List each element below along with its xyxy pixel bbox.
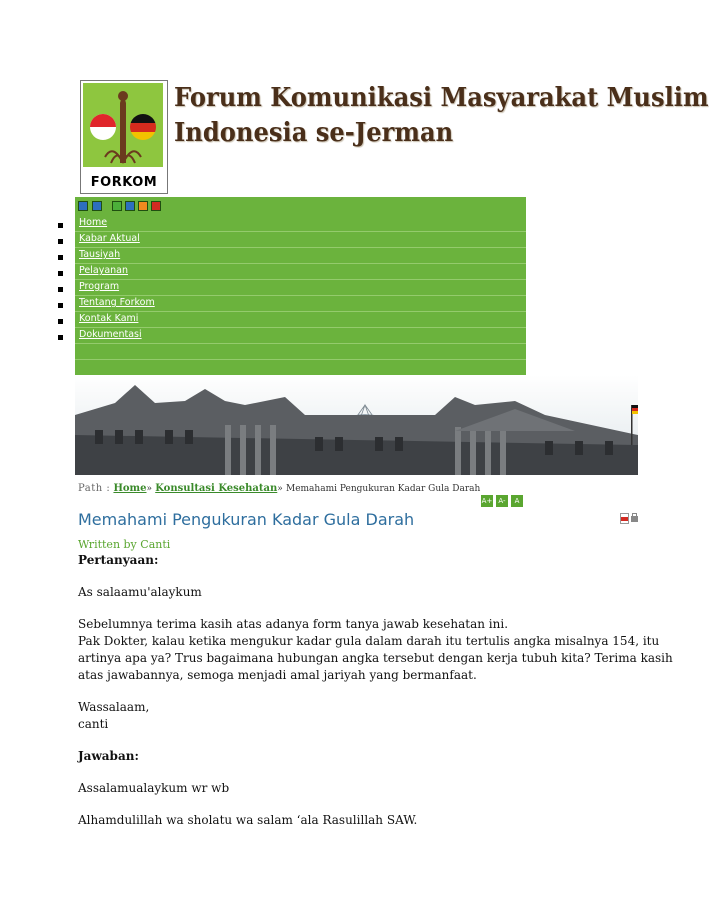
answer-heading: Jawaban: <box>78 749 139 763</box>
nav-item-kontak-kami[interactable] <box>75 311 526 328</box>
logo-emblem-icon <box>83 83 163 167</box>
nav-link[interactable]: Pelayanan <box>79 265 129 276</box>
print-icon[interactable] <box>631 513 638 524</box>
nav-link[interactable]: Kontak Kami <box>79 313 139 324</box>
nav-link[interactable]: Dokumentasi <box>79 329 142 340</box>
breadcrumb-separator: » <box>146 484 153 494</box>
nav-item-pelayanan[interactable] <box>75 263 526 280</box>
bullet-icon <box>58 287 63 292</box>
font-decrease-button[interactable]: A- <box>496 495 508 507</box>
navigation-panel <box>75 197 526 375</box>
answer-greeting: Assalamualaykum wr wb <box>78 781 230 795</box>
theme-green-icon[interactable] <box>112 201 122 211</box>
theme-orange-icon[interactable] <box>138 201 148 211</box>
breadcrumb-separator: » <box>277 484 283 494</box>
nav-item-home[interactable] <box>75 215 526 232</box>
theme-red-icon[interactable] <box>151 201 161 211</box>
site-title-line2: Indonesia se-Jerman <box>174 118 454 148</box>
question-sender: canti <box>78 717 109 731</box>
nav-item-tentang-forkom[interactable] <box>75 295 526 312</box>
nav-link[interactable]: Home <box>79 217 108 228</box>
question-heading: Pertanyaan: <box>78 553 159 567</box>
bullet-icon <box>58 223 63 228</box>
nav-item-tausiyah[interactable] <box>75 247 526 264</box>
theme-expand-icon[interactable] <box>125 201 135 211</box>
breadcrumb-home-link[interactable]: Home <box>113 483 147 494</box>
logo-emblem <box>83 83 163 167</box>
font-increase-button[interactable]: A+ <box>481 497 493 505</box>
answer-line: Alhamdulillah wa sholatu wa salam ‘ala Rasulillah SAW. <box>78 813 418 827</box>
bullet-icon <box>58 255 63 260</box>
forkom-logo[interactable] <box>80 80 168 194</box>
nav-link[interactable]: Program <box>79 281 120 292</box>
breadcrumb-section-link[interactable]: Konsultasi Kesehatan <box>155 483 278 494</box>
breadcrumb <box>78 483 480 494</box>
nav-item-dokumentasi[interactable] <box>75 327 526 344</box>
bullet-icon <box>58 239 63 244</box>
pdf-icon[interactable] <box>620 513 629 524</box>
nav-item-program[interactable] <box>75 279 526 296</box>
bullet-icon <box>58 303 63 308</box>
breadcrumb-label: Path : <box>78 483 111 494</box>
bullet-icon <box>58 335 63 340</box>
bullet-icon <box>58 319 63 324</box>
question-line: Pak Dokter, kalau ketika mengukur kadar gula dalam darah itu tertulis angka misalnya 154, itu <box>78 634 660 648</box>
article-author: Written by Canti <box>78 538 171 551</box>
nav-link[interactable]: Tentang Forkom <box>79 297 155 308</box>
site-title-line1: Forum Komunikasi Masyarakat Muslim <box>174 83 709 113</box>
question-line: artinya apa ya? Trus bagaimana hubungan angka tersebut dengan kerja tubuh kita? Terima kasih <box>78 651 673 665</box>
nav-item-kabar-aktual[interactable] <box>75 231 526 248</box>
font-reset-button[interactable]: A <box>511 495 523 507</box>
header-banner-image <box>75 375 638 475</box>
bullet-icon <box>58 271 63 276</box>
layout-wide-icon[interactable] <box>92 201 102 211</box>
nav-divider <box>75 343 526 360</box>
question-closing: Wassalaam, <box>78 700 150 714</box>
layout-narrow-icon[interactable] <box>78 201 88 211</box>
question-line: atas jawabannya, semoga menjadi amal jariyah yang bermanfaat. <box>78 668 477 682</box>
nav-link[interactable]: Kabar Aktual <box>79 233 140 244</box>
logo-text: FORKOM <box>90 175 158 190</box>
question-line: Sebelumnya terima kasih atas adanya form tanya jawab kesehatan ini. <box>78 617 509 631</box>
question-greeting: As salaamu'alaykum <box>78 585 202 599</box>
breadcrumb-current: Memahami Pengukuran Kadar Gula Darah <box>285 484 481 494</box>
article-title: Memahami Pengukuran Kadar Gula Darah <box>78 510 415 529</box>
nav-link[interactable]: Tausiyah <box>79 249 121 260</box>
